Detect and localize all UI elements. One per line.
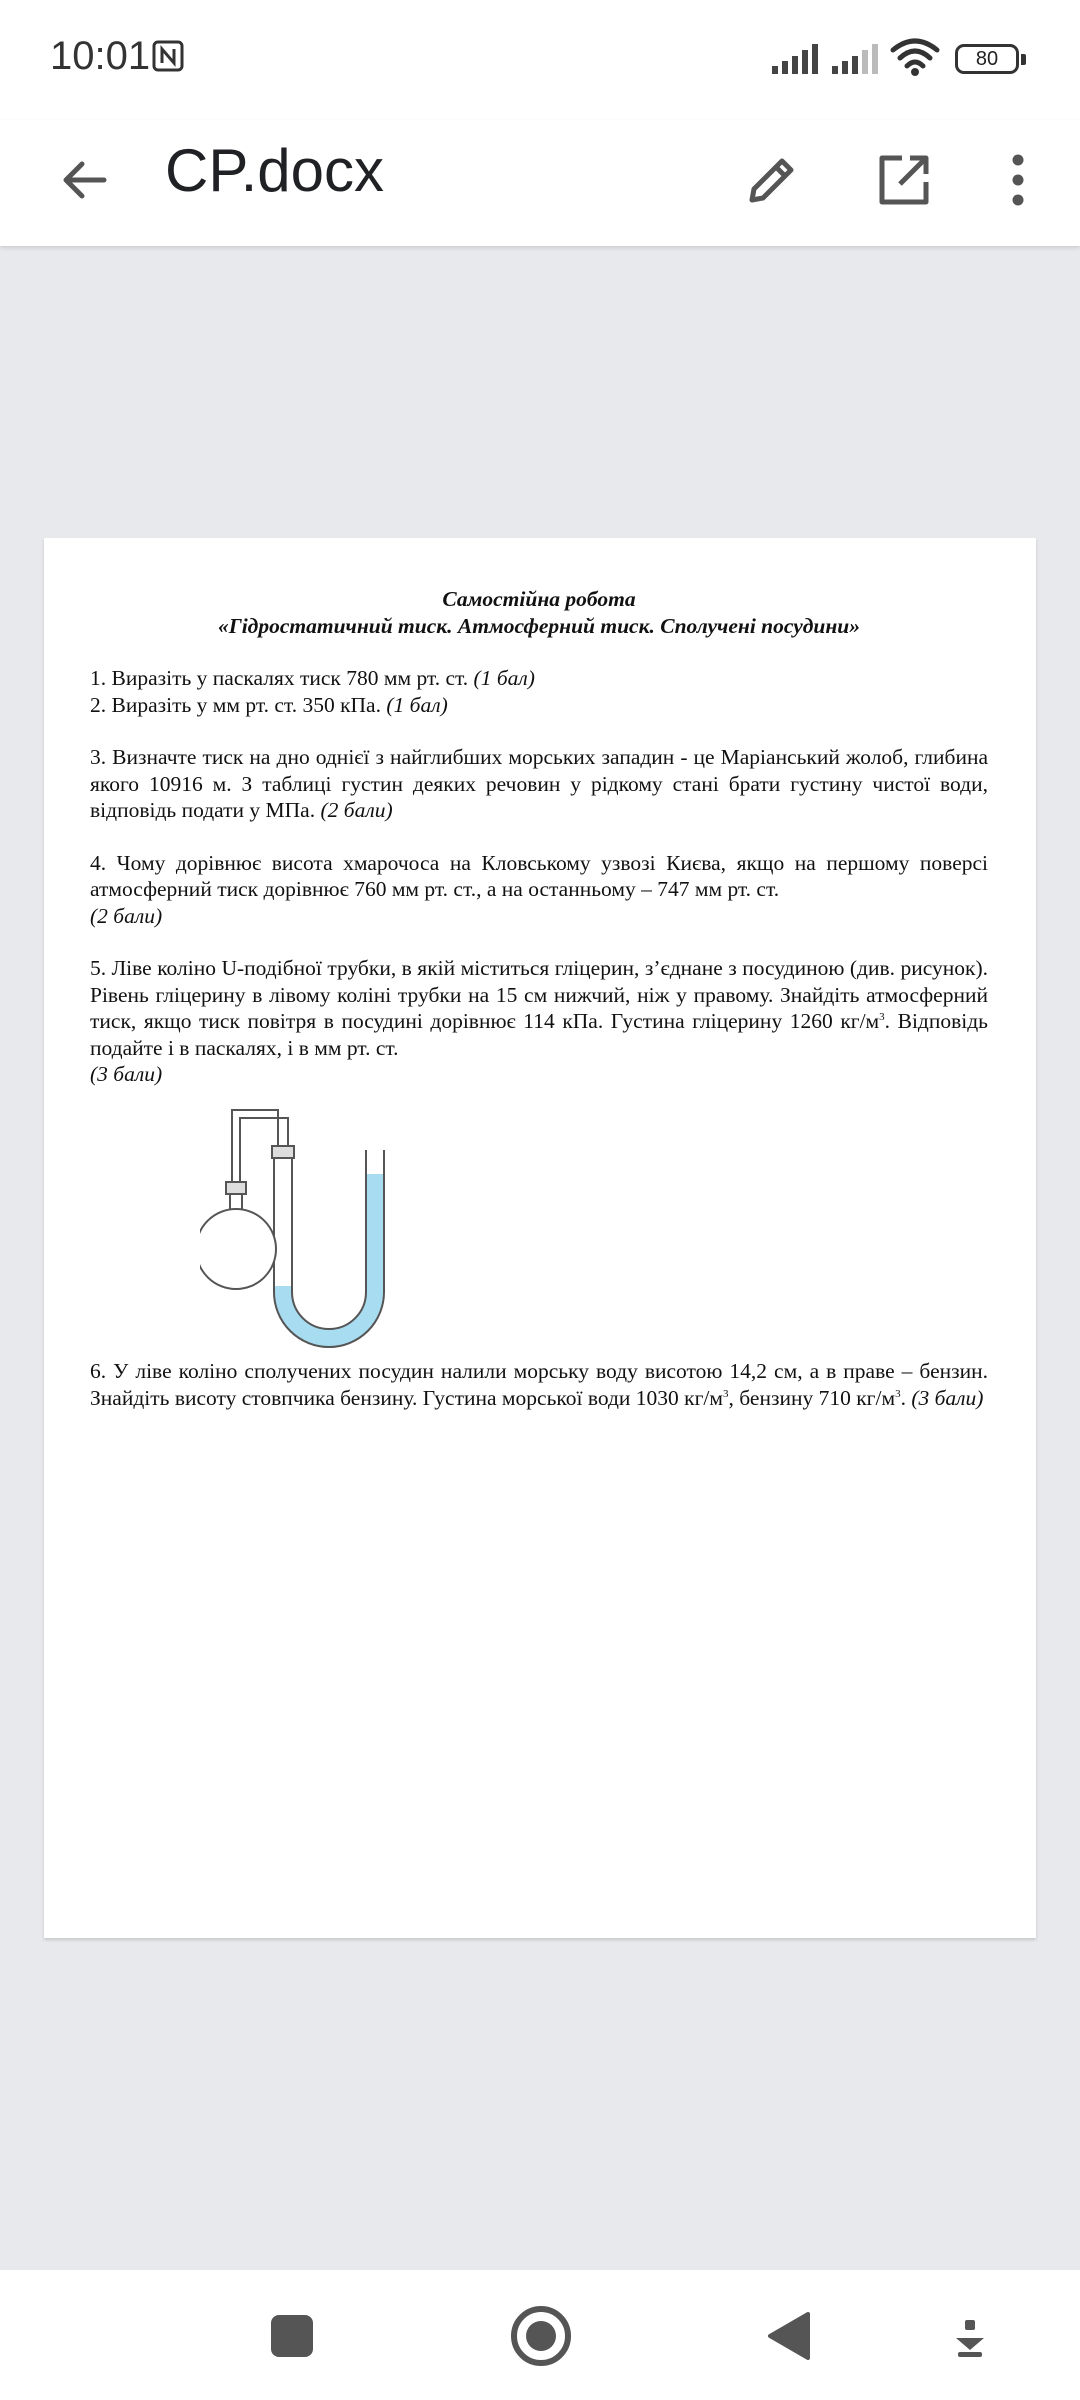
question-points: (3 бали) bbox=[90, 1062, 163, 1086]
status-bar bbox=[0, 0, 1080, 120]
hide-keyboard-icon bbox=[950, 2316, 990, 2360]
flask bbox=[200, 1209, 276, 1289]
question-text-mid: , бензину 710 кг/м bbox=[728, 1385, 896, 1410]
recents-button[interactable] bbox=[268, 2312, 316, 2360]
document-content bbox=[90, 586, 988, 1088]
document-heading: Самостійна робота bbox=[442, 587, 636, 611]
question-5 bbox=[90, 955, 988, 1088]
question-4 bbox=[90, 850, 988, 930]
home-circle-icon bbox=[509, 2304, 573, 2368]
question-points: (2 бали) bbox=[90, 903, 163, 928]
question-points: (1 бал) bbox=[473, 666, 535, 690]
question-text-end: . bbox=[900, 1385, 912, 1410]
pencil-icon bbox=[744, 152, 800, 208]
home-button[interactable] bbox=[507, 2302, 575, 2370]
signal-icon bbox=[770, 44, 820, 79]
superscript: 3 bbox=[879, 1010, 885, 1023]
status-time: 10:01 bbox=[50, 34, 151, 78]
question-text: 1. Виразіть у паскалях тиск 780 мм рт. ст. bbox=[90, 666, 474, 690]
question-points: (2 бали) bbox=[320, 798, 393, 822]
question-1 bbox=[90, 665, 988, 692]
nav-back-button[interactable] bbox=[760, 2308, 816, 2364]
question-text: 2. Виразіть у мм рт. ст. 350 кПа. bbox=[90, 692, 387, 717]
tube-connector bbox=[272, 1146, 294, 1158]
recents-square-icon bbox=[269, 2313, 315, 2359]
question-6 bbox=[90, 1358, 988, 1411]
wifi-icon bbox=[890, 38, 940, 81]
u-tube-diagram bbox=[200, 1102, 500, 1352]
open-external-icon bbox=[876, 152, 932, 208]
question-points: (1 бал) bbox=[386, 692, 448, 717]
battery-tip bbox=[1021, 54, 1026, 65]
question-2 bbox=[90, 692, 988, 719]
question-text: 3. Визначте тиск на дно однієї з найглибших морських западин - це Маріанський жолоб, глибина якого 10916 м. З таблиці густин деяких речовин у рідкому стані брати густину чистої води, відповідь подати у МПа. bbox=[90, 745, 988, 822]
question-text: 4. Чому дорівнює висота хмарочоса на Кловському узвозі Києва, якщо на першому поверсі атмосферний тиск дорівнює 760 мм рт. ст., а на останньому – 747 мм рт. ст. bbox=[90, 850, 988, 901]
question-3 bbox=[90, 744, 988, 824]
u-tube bbox=[292, 1146, 366, 1329]
question-text: 5. Ліве коліно U-подібної трубки, в якій міститься гліцерин, з’єднане з посудиною (див. рисунок). Рівень гліцерину в лівому коліні трубки на 15 см нижчий, ніж у правому. Знайдіть атмосферний тиск, якщо тиск повітря в посудині дорівнює 114 кПа. Густина гліцерину 1260 кг/м bbox=[90, 956, 988, 1033]
flask-connector bbox=[226, 1182, 246, 1194]
document-page[interactable] bbox=[44, 538, 1036, 1938]
back-button[interactable] bbox=[44, 140, 124, 220]
navigation-bar bbox=[0, 2270, 1080, 2400]
open-external-button[interactable] bbox=[862, 138, 946, 222]
battery-icon: 80 bbox=[955, 44, 1019, 74]
document-content-lower bbox=[90, 1358, 988, 1411]
question-points: (3 бали) bbox=[911, 1385, 984, 1410]
document-title: CP.docx bbox=[165, 137, 385, 204]
nfc-icon bbox=[152, 40, 184, 72]
more-options-button[interactable] bbox=[978, 138, 1058, 222]
back-arrow-icon bbox=[58, 154, 110, 206]
more-vert-icon bbox=[1008, 152, 1028, 208]
superscript: 3 bbox=[723, 1387, 729, 1400]
hide-keyboard-button[interactable] bbox=[945, 2310, 995, 2366]
superscript: 3 bbox=[895, 1387, 901, 1400]
flask-neck bbox=[230, 1194, 242, 1210]
question-text-end: . Відповідь подайте і в паскалях, і в мм рт. ст. bbox=[90, 1009, 988, 1060]
edit-button[interactable] bbox=[730, 138, 814, 222]
signal-icon bbox=[830, 44, 880, 79]
glycerin-liquid-shape bbox=[274, 1174, 384, 1347]
question-text: 6. У ліве коліно сполучених посудин налили морську воду висотою 14,2 см, а в праве – бензин. Знайдіть висоту стовпчика бензину. Густина морської води 1030 кг/м bbox=[90, 1359, 988, 1410]
document-subheading: «Гідростатичний тиск. Атмосферний тиск. Сполучені посудини» bbox=[217, 613, 861, 638]
back-triangle-icon bbox=[764, 2310, 812, 2362]
app-bar bbox=[0, 120, 1080, 246]
